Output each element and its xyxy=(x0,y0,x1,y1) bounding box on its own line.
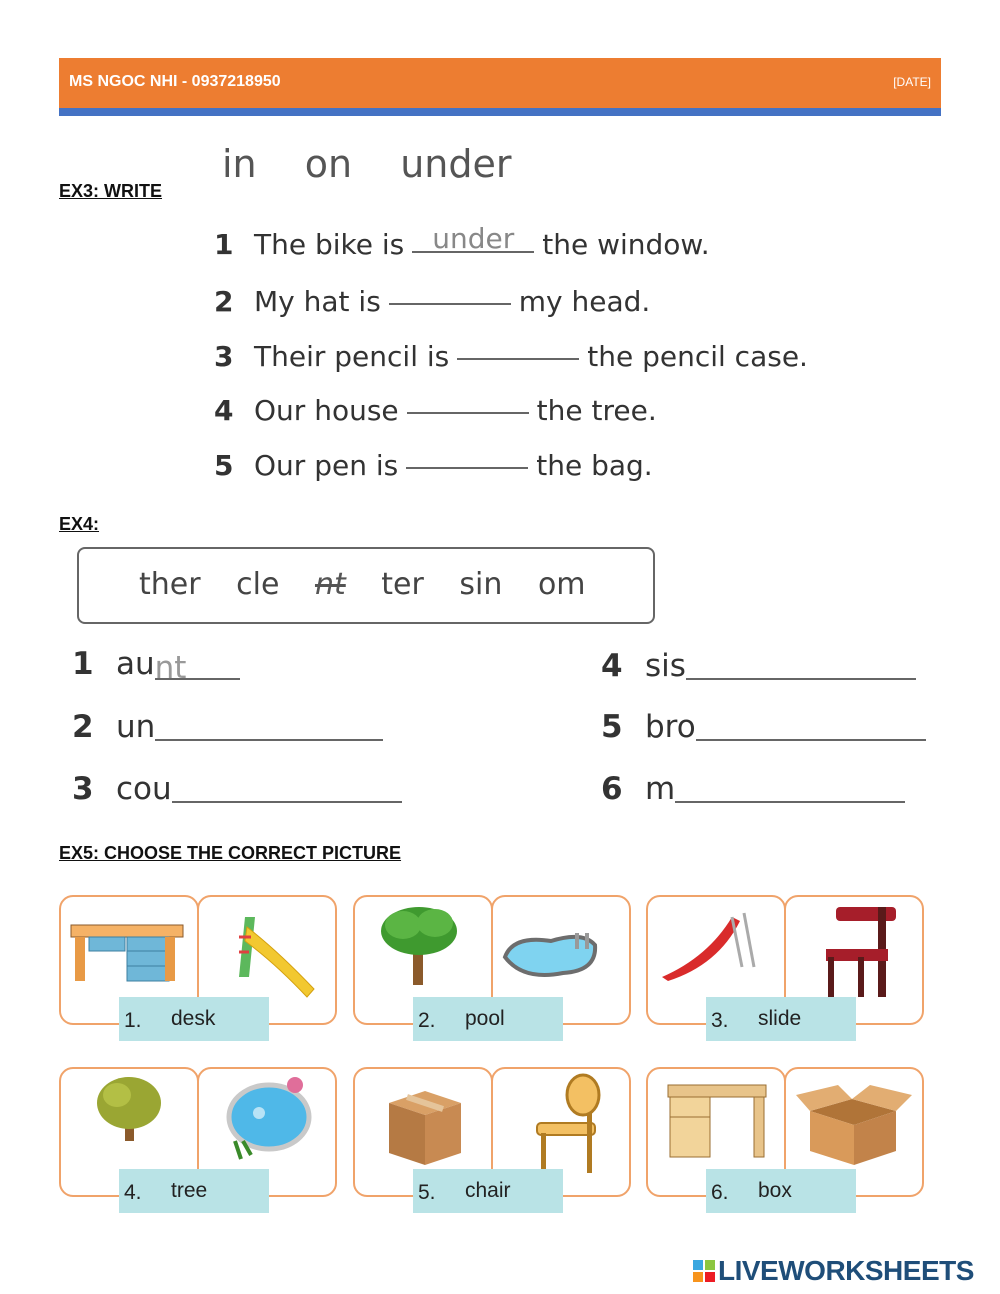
item-number: 4 xyxy=(601,648,623,684)
sentence-start: My hat is xyxy=(254,285,381,318)
card-label xyxy=(119,1169,269,1213)
ex4-item xyxy=(72,646,240,686)
sentence-start: Our house xyxy=(254,394,399,427)
word-stem: au xyxy=(116,646,155,682)
card-label xyxy=(119,997,269,1041)
ex5-title: EX5: CHOOSE THE CORRECT PICTURE xyxy=(59,843,402,863)
card-number: 4. xyxy=(124,1181,142,1204)
ex3-word-bank xyxy=(222,142,547,186)
card-word: tree xyxy=(171,1179,208,1202)
card-number: 1. xyxy=(124,1009,142,1032)
card-word: desk xyxy=(171,1007,216,1030)
card-word: box xyxy=(758,1179,792,1202)
sentence-number: 2 xyxy=(214,285,234,318)
card-number: 3. xyxy=(711,1009,729,1032)
ex4-item xyxy=(72,707,383,745)
picture-card xyxy=(353,895,630,1032)
item-number: 2 xyxy=(72,709,94,745)
header-divider xyxy=(59,108,941,116)
picture-card xyxy=(59,895,336,1032)
ex4-item xyxy=(601,646,916,684)
card-label xyxy=(706,997,856,1041)
ex3-sentence xyxy=(214,447,653,482)
sentence-end: my head. xyxy=(518,285,651,318)
card-number: 5. xyxy=(418,1181,436,1204)
answer-blank[interactable] xyxy=(389,277,511,305)
word-bank-item: ter xyxy=(381,567,424,602)
answer-blank[interactable] xyxy=(406,441,528,469)
picture-card xyxy=(646,1067,923,1204)
picture-card xyxy=(353,1067,630,1204)
picture-card xyxy=(59,1067,336,1204)
card-word: slide xyxy=(758,1007,802,1030)
card-number: 2. xyxy=(418,1009,436,1032)
word-bank-item: sin xyxy=(459,567,503,602)
ex4-word-bank xyxy=(77,547,655,624)
word-stem: cou xyxy=(116,771,172,807)
word-bank-item: under xyxy=(400,142,512,186)
answer-blank[interactable] xyxy=(686,650,916,680)
sentence-start: Their pencil is xyxy=(254,340,450,373)
ex4-item xyxy=(601,707,926,745)
ex4-item xyxy=(72,769,402,807)
item-number: 1 xyxy=(72,646,94,682)
word-stem: sis xyxy=(645,648,686,684)
word-bank-item: on xyxy=(304,142,353,186)
card-word: pool xyxy=(465,1007,505,1030)
item-number: 3 xyxy=(72,771,94,807)
teacher-name: MS NGOC NHI - 0937218950 xyxy=(69,73,281,90)
answer-blank[interactable] xyxy=(675,773,905,803)
sentence-start: Our pen is xyxy=(254,449,399,482)
ex4-title: EX4: xyxy=(59,514,100,534)
sentence-number: 3 xyxy=(214,340,234,373)
ex3-title: EX3: WRITE xyxy=(59,181,163,201)
word-stem: m xyxy=(645,771,676,807)
word-bank-item: in xyxy=(222,142,257,186)
ex3-sentence xyxy=(214,392,657,427)
word-bank-item: om xyxy=(537,567,586,602)
ex4-item xyxy=(601,769,905,807)
item-number: 6 xyxy=(601,771,623,807)
card-word: chair xyxy=(465,1179,511,1202)
word-stem: bro xyxy=(645,709,696,745)
sentence-end: the tree. xyxy=(536,394,657,427)
liveworksheets-logo-icon xyxy=(693,1260,715,1282)
answer-blank[interactable] xyxy=(155,711,383,741)
sentence-end: the window. xyxy=(542,228,710,261)
card-label xyxy=(413,997,563,1041)
sentence-number: 5 xyxy=(214,449,234,482)
word-stem: un xyxy=(116,709,156,745)
card-number: 6. xyxy=(711,1181,729,1204)
date-field: [DATE] xyxy=(893,75,931,89)
logo-text: LIVEWORKSHEETS xyxy=(718,1255,974,1286)
word-bank-item: ther xyxy=(139,567,201,602)
answer-blank[interactable] xyxy=(172,773,402,803)
answer-blank[interactable] xyxy=(457,332,579,360)
sentence-number: 4 xyxy=(214,394,234,427)
sentence-end: the bag. xyxy=(536,449,653,482)
ex3-sentence xyxy=(214,222,710,261)
word-bank-item: cle xyxy=(236,567,280,602)
picture-card xyxy=(646,895,923,1032)
sentence-number: 1 xyxy=(214,228,234,261)
card-label xyxy=(413,1169,563,1213)
sentence-end: the pencil case. xyxy=(587,340,808,373)
answer-blank[interactable] xyxy=(696,711,926,741)
ex3-sentence xyxy=(214,338,808,373)
answer-blank[interactable]: under xyxy=(412,225,534,253)
ex3-sentence xyxy=(214,283,650,318)
card-label xyxy=(706,1169,856,1213)
answer-blank[interactable]: nt xyxy=(155,650,240,680)
header-banner xyxy=(59,58,941,108)
word-bank-item-used: nt xyxy=(314,567,346,602)
item-number: 5 xyxy=(601,709,623,745)
sentence-start: The bike is xyxy=(254,228,405,261)
answer-blank[interactable] xyxy=(407,386,529,414)
